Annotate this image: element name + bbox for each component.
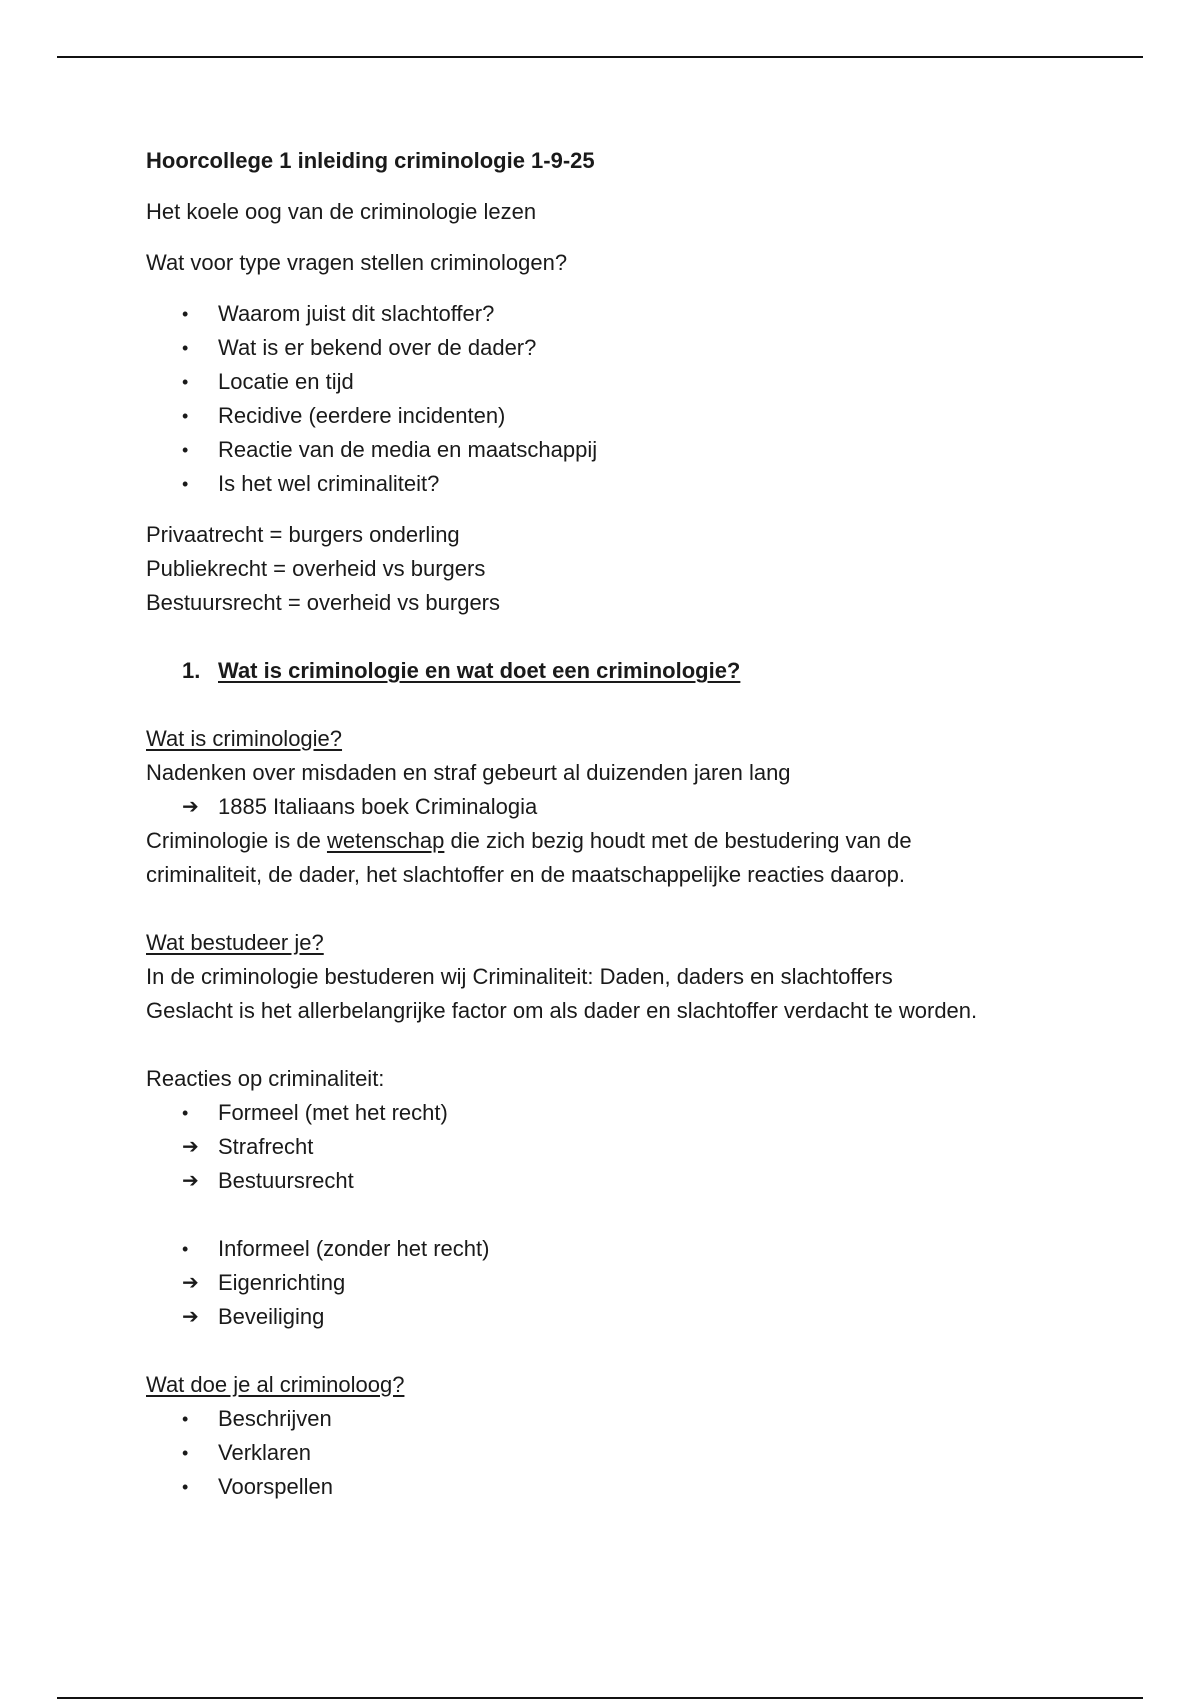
- list-item: • Wat is er bekend over de dader?: [146, 331, 1106, 365]
- bullet-icon: •: [182, 1443, 189, 1463]
- section-title: Wat is criminologie en wat doet een criminologie?: [218, 658, 741, 683]
- arrow-right-icon: ➔: [182, 1136, 199, 1158]
- paragraph-line: Nadenken over misdaden en straf gebeurt al duizenden jaren lang: [146, 760, 791, 785]
- arrow-right-icon: ➔: [182, 1272, 199, 1294]
- list-item: • Verklaren: [146, 1436, 1106, 1470]
- arrow-right-icon: ➔: [182, 1306, 199, 1328]
- list-item: • Recidive (eerdere incidenten): [146, 399, 1106, 433]
- section-number: 1.: [182, 658, 201, 683]
- bullet-icon: •: [182, 406, 189, 426]
- bullet-icon: •: [182, 338, 189, 358]
- subheading-what-is: Wat is criminologie?: [146, 726, 343, 751]
- bullet-icon: •: [182, 1477, 189, 1497]
- reactions-heading: Reacties op criminaliteit:: [146, 1066, 385, 1091]
- arrow-item: ➔ Eigenrichting: [146, 1266, 1106, 1300]
- definition-line-2: criminaliteit, de dader, het slachtoffer en de maatschappelijke reacties daarop.: [146, 862, 906, 887]
- bullet-icon: •: [182, 1239, 189, 1259]
- arrow-item: ➔ Strafrecht: [146, 1130, 1106, 1164]
- underlined-term: wetenschap: [326, 828, 445, 853]
- list-item: • Beschrijven: [146, 1402, 1106, 1436]
- paragraph-line: In de criminologie bestuderen wij Criminaliteit: Daden, daders en slachtoffers: [146, 964, 893, 989]
- arrow-item: ➔ Bestuursrecht: [146, 1164, 1106, 1198]
- list-item: • Reactie van de media en maatschappij: [146, 433, 1106, 467]
- intro-line-2: Wat voor type vragen stellen criminologen?: [146, 250, 568, 275]
- bullet-icon: •: [182, 1409, 189, 1429]
- questions-list: [146, 297, 1106, 501]
- header-rule: [57, 56, 1143, 58]
- arrow-right-icon: ➔: [182, 796, 199, 818]
- law-line-public: Publiekrecht = overheid vs burgers: [146, 556, 486, 581]
- arrow-item: ➔ 1885 Italiaans boek Criminalogia: [146, 790, 1106, 824]
- list-item: • Voorspellen: [146, 1470, 1106, 1504]
- law-line-admin: Bestuursrecht = overheid vs burgers: [146, 590, 501, 615]
- page-title: Hoorcollege 1 inleiding criminologie 1-9-25: [146, 148, 595, 173]
- list-item: • Is het wel criminaliteit?: [146, 467, 1106, 501]
- subheading-role: Wat doe je al criminoloog?: [146, 1372, 405, 1397]
- list-item: • Formeel (met het recht): [146, 1096, 1106, 1130]
- arrow-right-icon: ➔: [182, 1170, 199, 1192]
- bullet-icon: •: [182, 1103, 189, 1123]
- section-heading: [146, 654, 1106, 688]
- arrow-item: ➔ Beveiliging: [146, 1300, 1106, 1334]
- intro-line-1: Het koele oog van de criminologie lezen: [146, 199, 537, 224]
- bullet-icon: •: [182, 304, 189, 324]
- list-item: • Locatie en tijd: [146, 365, 1106, 399]
- list-item: • Waarom juist dit slachtoffer?: [146, 297, 1106, 331]
- bullet-icon: •: [182, 372, 189, 392]
- document-body: [146, 144, 1106, 1504]
- footer-rule: [57, 1697, 1143, 1699]
- paragraph-line: Geslacht is het allerbelangrijke factor om als dader en slachtoffer verdacht te worden.: [146, 998, 978, 1023]
- subheading-study: Wat bestudeer je?: [146, 930, 324, 955]
- law-line-private: Privaatrecht = burgers onderling: [146, 522, 460, 547]
- definition-line-1: Criminologie is de wetenschap die zich bezig houdt met de bestudering van de: [146, 828, 912, 853]
- bullet-icon: •: [182, 440, 189, 460]
- bullet-icon: •: [182, 474, 189, 494]
- list-item: • Informeel (zonder het recht): [146, 1232, 1106, 1266]
